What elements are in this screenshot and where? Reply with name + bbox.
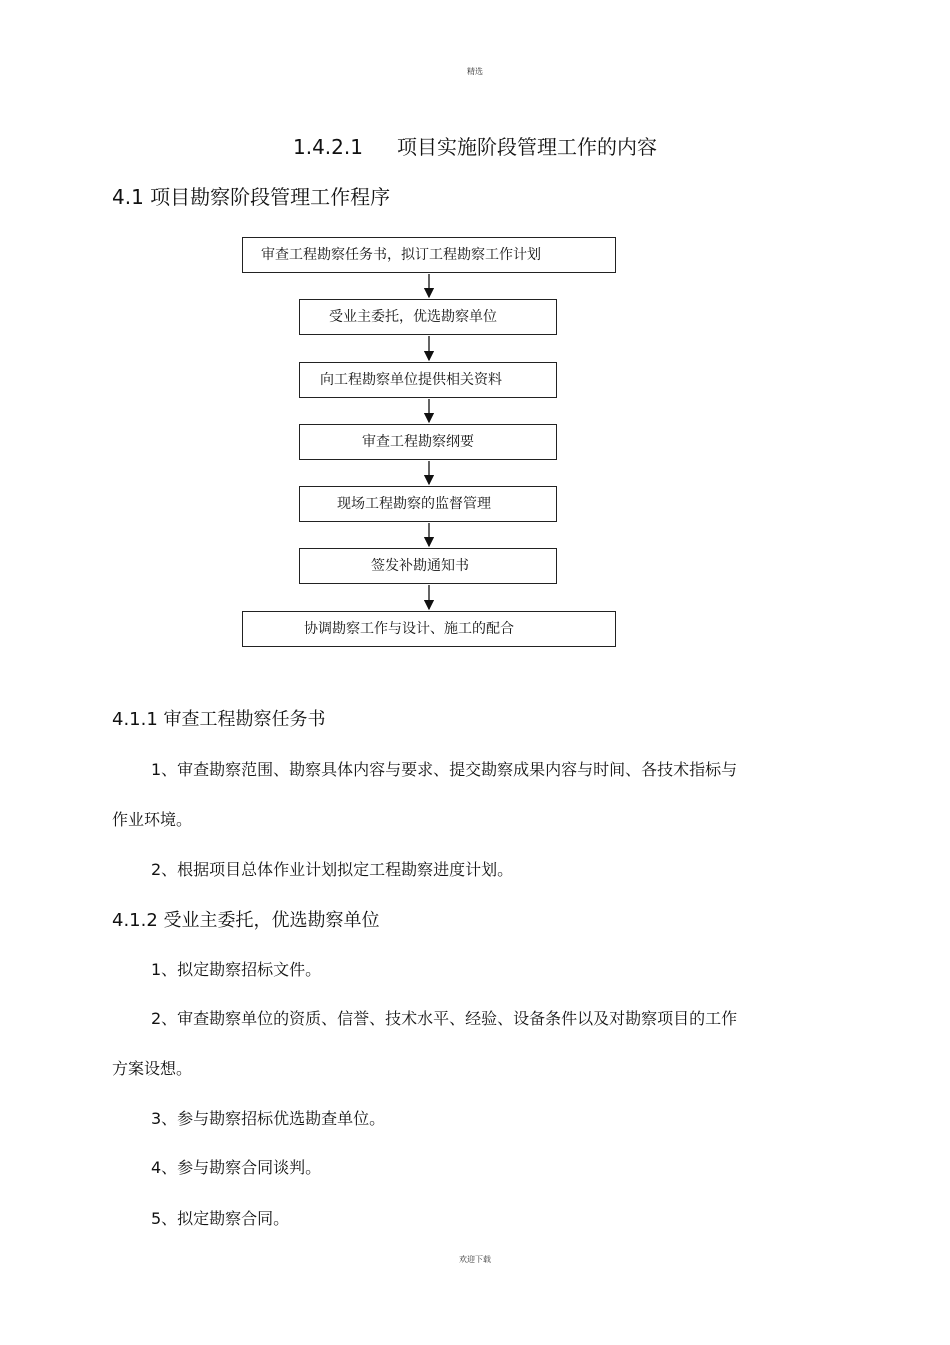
paragraph-4-1-2-2-line1: 2、审查勘察单位的资质、信誉、技术水平、经验、设备条件以及对勘察项目的工作	[151, 1009, 738, 1028]
paragraph-4-1-2-1: 1、拟定勘察招标文件。	[151, 960, 322, 979]
section-heading-4-1-2: 4.1.2 受业主委托，优选勘察单位	[112, 910, 380, 931]
section-heading-4-1: 4.1 项目勘察阶段管理工作程序	[112, 185, 391, 209]
paragraph-4-1-1-2: 2、根据项目总体作业计划拟定工程勘察进度计划。	[151, 860, 514, 879]
header-watermark: 精选	[467, 67, 483, 76]
flow-step-6: 签发补勘通知书	[299, 548, 557, 584]
paragraph-4-1-2-4: 4、参与勘察合同谈判。	[151, 1158, 322, 1177]
paragraph-4-1-1-1-line2: 作业环境。	[112, 810, 193, 829]
flow-step-5: 现场工程勘察的监督管理	[299, 486, 557, 522]
paragraph-4-1-2-5: 5、拟定勘察合同。	[151, 1209, 290, 1228]
title-number: 1.4.2.1	[293, 135, 363, 159]
paragraph-4-1-2-2-line2: 方案设想。	[112, 1059, 193, 1078]
flow-step-4: 审查工程勘察纲要	[299, 424, 557, 460]
flow-step-7: 协调勘察工作与设计、施工的配合	[242, 611, 616, 647]
flow-step-1: 审查工程勘察任务书，拟订工程勘察工作计划	[242, 237, 616, 273]
section-heading-4-1-1: 4.1.1 审查工程勘察任务书	[112, 709, 326, 730]
flow-step-3: 向工程勘察单位提供相关资料	[299, 362, 557, 398]
footer-watermark: 欢迎下载	[459, 1255, 491, 1264]
paragraph-4-1-2-3: 3、参与勘察招标优选勘查单位。	[151, 1109, 386, 1128]
title-text: 项目实施阶段管理工作的内容	[396, 135, 657, 159]
paragraph-4-1-1-1-line1: 1、审查勘察范围、勘察具体内容与要求、提交勘察成果内容与时间、各技术指标与	[151, 760, 738, 779]
flow-step-2: 受业主委托，优选勘察单位	[299, 299, 557, 335]
